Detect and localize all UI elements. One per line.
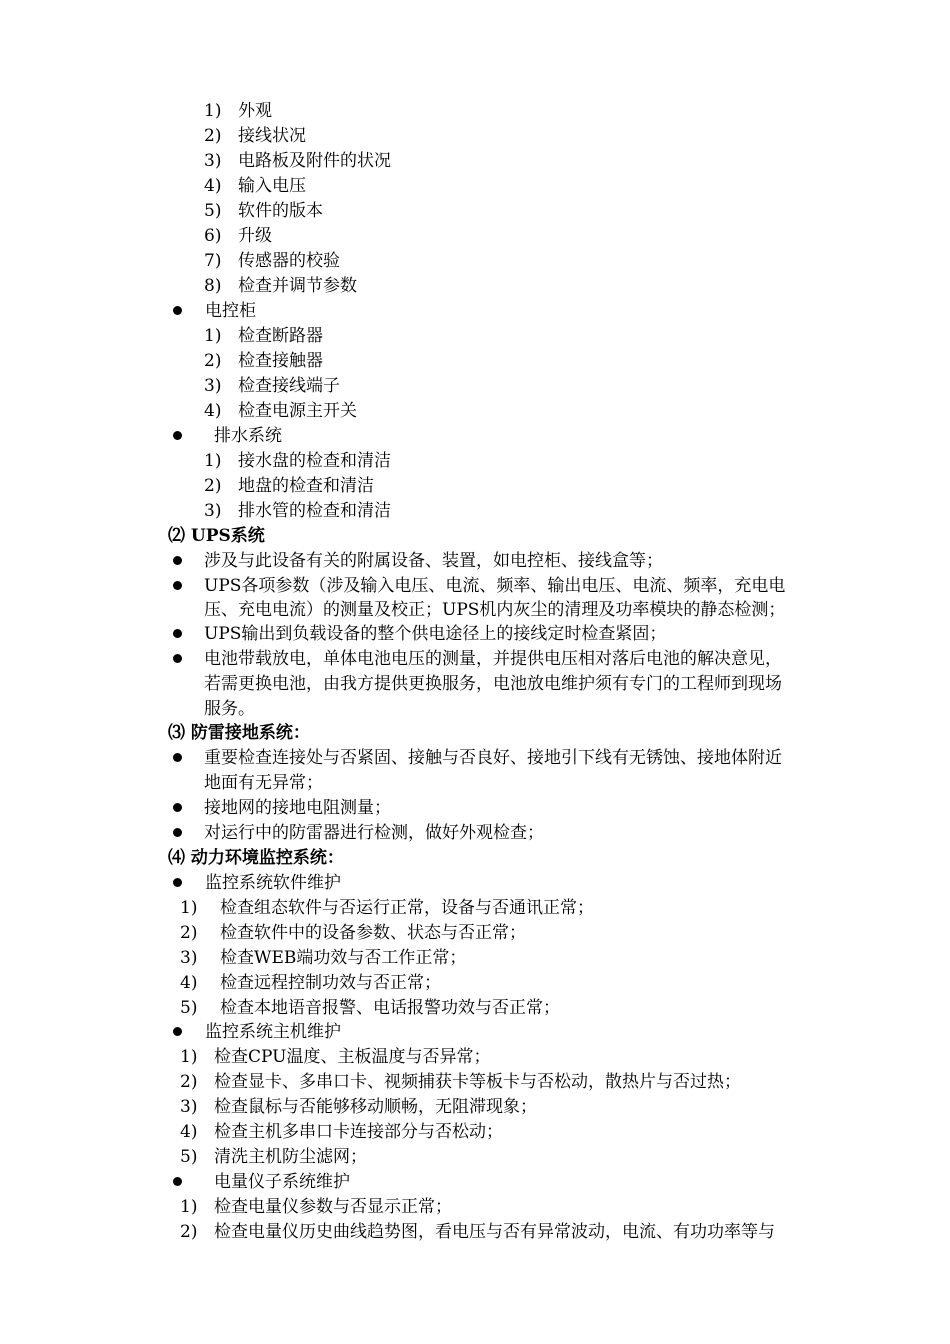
- bullet-icon: [173, 753, 182, 762]
- paragraph: 对运行中的防雷器进行检测，做好外观检查；: [204, 823, 544, 843]
- list-item: 4) 检查电源主开关: [204, 401, 357, 421]
- section-title: 监控系统软件维护: [205, 873, 341, 893]
- list-item: 2) 检查软件中的设备参数、状态与否正常；: [180, 923, 526, 943]
- list-item: 2) 接线状况: [204, 126, 306, 146]
- paragraph: 重要检查连接处与否紧固、接触与否良好、接地引下线有无锈蚀、接地体附近: [204, 748, 782, 768]
- bullet-icon: [173, 1027, 182, 1036]
- bullet-icon: [173, 654, 182, 663]
- list-item: 1) 检查电量仪参数与否显示正常；: [180, 1197, 452, 1217]
- bullet-icon: [173, 629, 182, 638]
- list-item: 2) 检查接触器: [204, 351, 323, 371]
- list-item: 1) 检查CPU温度、主板温度与否异常；: [180, 1047, 491, 1067]
- paragraph: 涉及与此设备有关的附属设备、装置，如电控柜、接线盒等；: [204, 551, 663, 571]
- list-item: 5) 软件的版本: [204, 201, 323, 221]
- section-title: 监控系统主机维护: [205, 1022, 341, 1042]
- list-item: 3) 检查WEB端功效与否工作正常；: [180, 948, 467, 968]
- bullet-icon: [173, 306, 182, 315]
- list-item: 5) 清洗主机防尘滤网；: [180, 1147, 367, 1167]
- paragraph: UPS各项参数（涉及输入电压、电流、频率、输出电压、电流、频率，充电电: [204, 576, 786, 596]
- list-item: 2) 地盘的检查和清洁: [204, 476, 374, 496]
- list-item: 8) 检查并调节参数: [204, 276, 357, 296]
- bullet-icon: [173, 803, 182, 812]
- list-item: 3) 排水管的检查和清洁: [204, 501, 391, 521]
- paragraph: UPS输出到负载设备的整个供电途径上的接线定时检查紧固；: [204, 624, 667, 644]
- list-item: 3) 检查接线端子: [204, 376, 340, 396]
- bullet-icon: [173, 431, 182, 440]
- list-item: 3) 电路板及附件的状况: [204, 151, 391, 171]
- list-item: 1) 接水盘的检查和清洁: [204, 451, 391, 471]
- paragraph: 服务。: [204, 699, 255, 719]
- paragraph: 地面有无异常；: [204, 773, 323, 793]
- paragraph: 压、充电电流）的测量及校正；UPS机内灰尘的清理及功率模块的静态检测；: [204, 600, 786, 620]
- list-item: 1) 检查断路器: [204, 326, 323, 346]
- paragraph: 接地网的接地电阻测量；: [204, 798, 391, 818]
- section-heading: ⑵ UPS系统: [168, 526, 265, 546]
- list-item: 4) 检查主机多串口卡连接部分与否松动；: [180, 1122, 503, 1142]
- bullet-icon: [173, 1177, 182, 1186]
- list-item: 1) 外观: [204, 101, 272, 121]
- section-heading: ⑷ 动力环境监控系统：: [168, 848, 344, 868]
- list-item: 2) 检查显卡、多串口卡、视频捕获卡等板卡与否松动，散热片与否过热；: [180, 1072, 741, 1092]
- list-item: 5) 检查本地语音报警、电话报警功效与否正常；: [180, 998, 560, 1018]
- paragraph: 若需更换电池，由我方提供更换服务，电池放电维护须有专门的工程师到现场: [204, 674, 782, 694]
- section-title: 电量仪子系统维护: [214, 1172, 350, 1192]
- list-item: 3) 检查鼠标与否能够移动顺畅，无阻滞现象；: [180, 1097, 537, 1117]
- list-item: 1) 检查组态软件与否运行正常，设备与否通讯正常；: [180, 898, 594, 918]
- paragraph: 电池带载放电，单体电池电压的测量，并提供电压相对落后电池的解决意见，: [204, 649, 782, 669]
- list-item: 4) 检查远程控制功效与否正常；: [180, 973, 441, 993]
- list-item: 4) 输入电压: [204, 176, 306, 196]
- section-heading: ⑶ 防雷接地系统：: [168, 723, 310, 743]
- list-item: 7) 传感器的校验: [204, 251, 340, 271]
- list-item: 2) 检查电量仪历史曲线趋势图，看电压与否有异常波动，电流、有功功率等与: [180, 1222, 775, 1242]
- list-item: 6) 升级: [204, 226, 272, 246]
- bullet-icon: [173, 828, 182, 837]
- bullet-icon: [173, 878, 182, 887]
- bullet-icon: [173, 556, 182, 565]
- bullet-icon: [173, 581, 182, 590]
- section-title: 排水系统: [214, 426, 282, 446]
- section-title: 电控柜: [205, 301, 256, 321]
